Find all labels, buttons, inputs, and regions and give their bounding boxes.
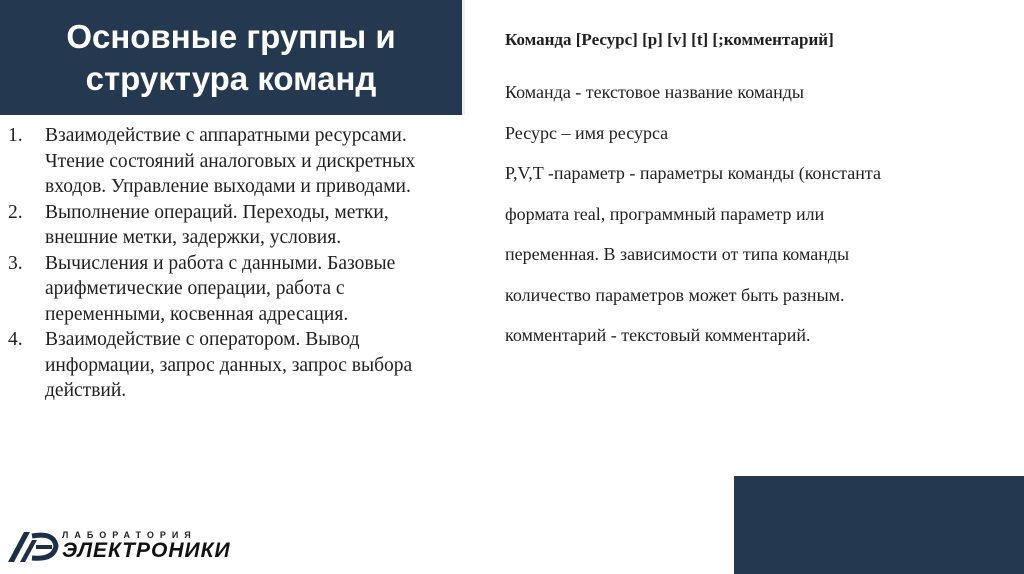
slide-title — [66, 16, 395, 100]
list-item-number: 3. — [8, 252, 23, 274]
title-banner — [0, 0, 462, 115]
slide-title-line-1: Основные группы и — [66, 17, 396, 55]
list-item-number: 1. — [8, 125, 23, 146]
structure-line: Ресурс – имя ресурса — [505, 122, 669, 143]
structure-line: формата real, программный параметр или — [505, 203, 825, 224]
structure-line: количество параметров может быть разным. — [505, 284, 845, 305]
list-item — [8, 327, 463, 404]
list-item — [8, 251, 463, 328]
logo-mark-icon — [6, 526, 60, 566]
structure-line: P,V,T -параметр - параметры команды (константа — [505, 163, 881, 183]
title-divider — [462, 0, 465, 115]
list-item-text: Взаимодействие с аппаратными ресурсами. Чтение состояний аналоговых и дискретных входов. Управление выходами и приводами. — [45, 125, 416, 197]
list-item-text: Взаимодействие с оператором. Вывод информации, запрос данных, запрос выбора действий. — [45, 329, 413, 401]
corner-decoration — [734, 476, 1024, 574]
groups-list — [8, 123, 463, 404]
logo-small-text: ЛАБОРАТОРИЯ — [62, 530, 197, 540]
slide-title-line-2: структура команд — [85, 59, 377, 97]
company-logo — [6, 526, 231, 566]
command-structure — [505, 30, 1005, 356]
list-item-text: Выполнение операций. Переходы, метки, внешние метки, задержки, условия. — [45, 201, 389, 248]
list-item — [8, 200, 463, 251]
structure-line: переменная. В зависимости от типа команды — [505, 244, 850, 264]
list-item-text: Вычисления и работа с данными. Базовые арифметические операции, работа с переменными, косвенная адресация. — [45, 252, 396, 325]
structure-line: комментарий - текстовый комментарий. — [505, 325, 811, 345]
list-item — [8, 123, 463, 200]
structure-line: Команда - текстовое название команды — [505, 82, 805, 102]
list-item-number: 4. — [8, 329, 23, 350]
list-item-number: 2. — [8, 201, 23, 223]
command-syntax-heading: Команда [Ресурс] [p] [v] [t] [;комментарий] — [505, 30, 834, 49]
logo-big-text: ЭЛЕКТРОНИКИ — [62, 539, 231, 562]
